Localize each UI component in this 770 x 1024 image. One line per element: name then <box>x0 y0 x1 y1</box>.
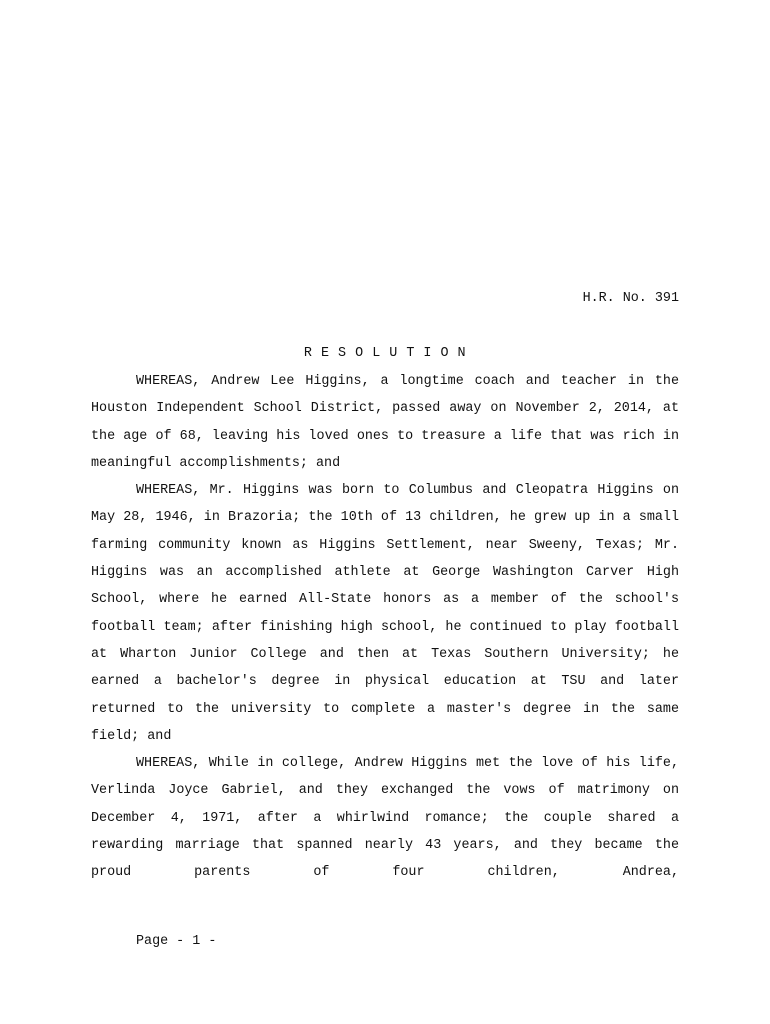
whereas-paragraph-2: WHEREAS, Mr. Higgins was born to Columbus and Cleopatra Higgins on May 28, 1946, in Brazoria; the 10th of 13 children, he grew up in a small farming community known as Higgins Settlement, near Sweeny, Texas; Mr. Higgins was an accomplished athlete at George Washington Carver High School, where he earned All-State honors as a member of the school's football team; after finishing high school, he continued to play football at Wharton Junior College and then at Texas Southern University; he earned a bachelor's degree in physical education at TSU and later returned to the university to complete a master's degree in the same field; and <box>91 483 679 744</box>
resolution-body <box>91 368 679 887</box>
page-footer: Page - 1 - <box>136 934 217 949</box>
whereas-paragraph-3: WHEREAS, While in college, Andrew Higgins met the love of his life, Verlinda Joyce Gabriel, and they exchanged the vows of matrimony on December 4, 1971, after a whirlwind romance; the couple shared a rewarding marriage that spanned nearly 43 years, and they became the proud parents of four children, Andrea, <box>91 756 679 881</box>
bill-number: H.R. No. 391 <box>582 291 679 306</box>
resolution-heading: R E S O L U T I O N <box>303 346 467 361</box>
whereas-paragraph-1: WHEREAS, Andrew Lee Higgins, a longtime coach and teacher in the Houston Independent School District, passed away on November 2, 2014, at the age of 68, leaving his loved ones to treasure a life that was rich in meaningful accomplishments; and <box>91 374 679 471</box>
